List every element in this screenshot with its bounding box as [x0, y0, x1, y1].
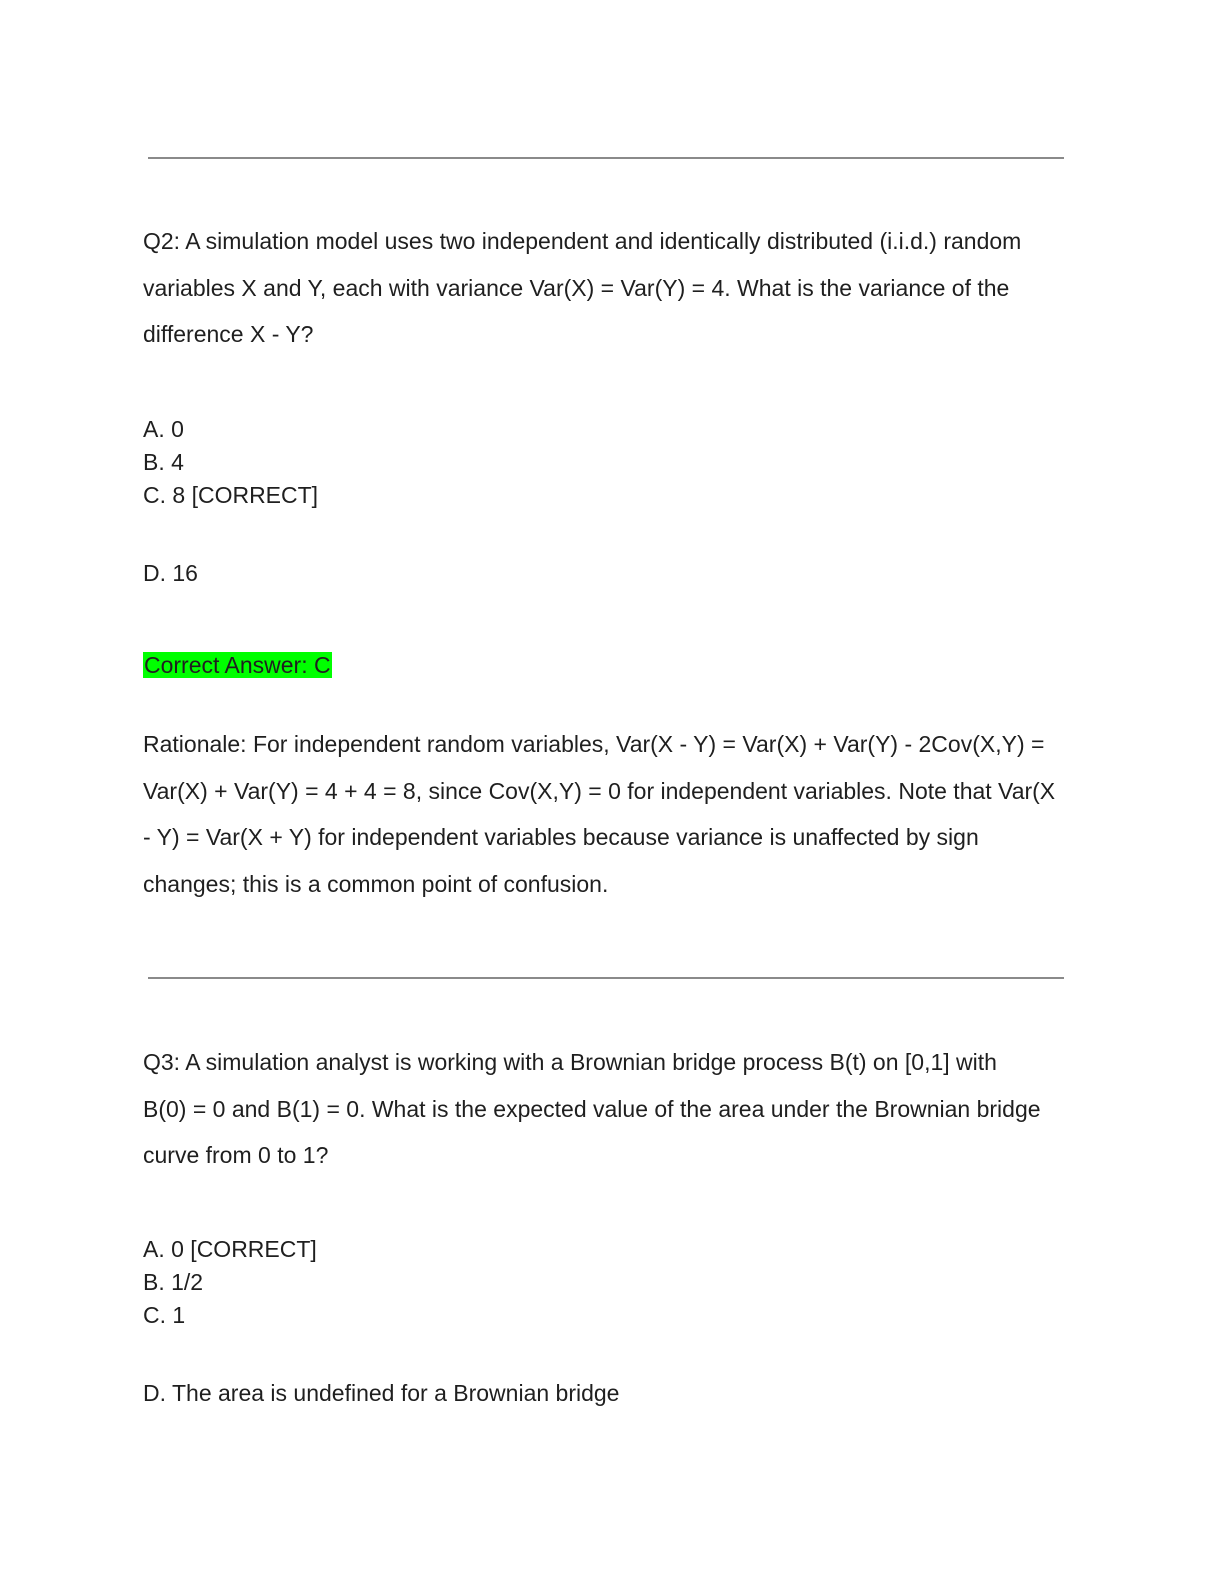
q2-option-c: C. 8 [CORRECT]: [143, 482, 319, 508]
q2-correct-answer: [143, 652, 332, 679]
q2-question-line-3: difference X - Y?: [143, 321, 314, 347]
q3-question: [143, 1039, 1073, 1179]
q3-question-line-1: Q3: A simulation analyst is working with a Brownian bridge process B(t) on [0,1] with: [143, 1049, 997, 1075]
q2-question-line-2: variables X and Y, each with variance Var(X) = Var(Y) = 4. What is the variance of the: [143, 274, 1010, 301]
q2-option-a: A. 0: [143, 416, 184, 442]
q2-question: [143, 218, 1073, 358]
q2-question-line-1: Q2: A simulation model uses two independent and identically distributed (i.i.d.) random: [143, 228, 1022, 254]
q2-rationale-line-3: - Y) = Var(X + Y) for independent variables because variance is unaffected by sign: [143, 824, 979, 850]
q2-rationale-line-4: changes; this is a common point of confusion.: [143, 870, 609, 897]
correct-answer-highlight: Correct Answer: C: [144, 652, 331, 678]
section-divider-top: [148, 157, 1064, 159]
q3-question-line-2: B(0) = 0 and B(1) = 0. What is the expected value of the area under the Brownian bridge: [143, 1095, 1041, 1122]
q3-option-d: D. The area is undefined for a Brownian bridge: [143, 1380, 620, 1406]
q3-option-b: B. 1/2: [143, 1269, 204, 1295]
q3-question-line-3: curve from 0 to 1?: [143, 1142, 329, 1168]
q3-option-c: C. 1: [143, 1302, 186, 1328]
q2-rationale-line-2: Var(X) + Var(Y) = 4 + 4 = 8, since Cov(X,Y) = 0 for independent variables. Note that Var(X: [143, 777, 1056, 804]
q2-option-d: D. 16: [143, 560, 198, 586]
q2-rationale-line-1: Rationale: For independent random variables, Var(X - Y) = Var(X) + Var(Y) - 2Cov(X,Y) =: [143, 731, 1045, 757]
q3-option-a: A. 0 [CORRECT]: [143, 1236, 317, 1262]
q2-option-b: B. 4: [143, 449, 184, 475]
section-divider-middle: [148, 977, 1064, 979]
q2-rationale: [143, 721, 1073, 907]
